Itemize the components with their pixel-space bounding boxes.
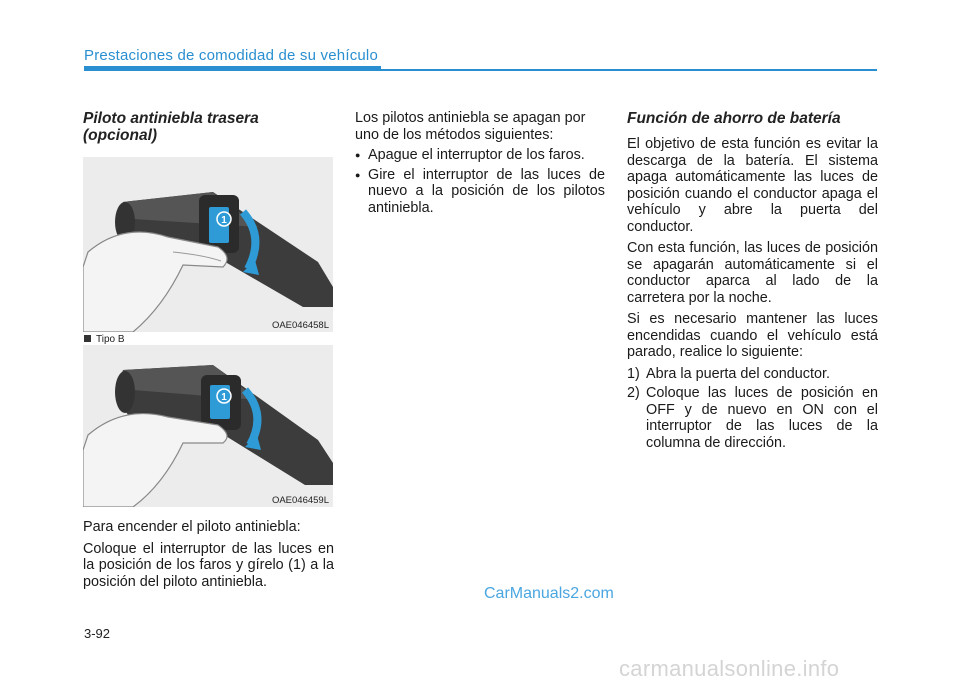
turn-off-methods: [355, 147, 605, 216]
header-rule-thick: [84, 66, 381, 71]
figure-type-a: [83, 157, 333, 332]
left-column-body: [83, 519, 334, 595]
figure-type-b: [83, 345, 333, 507]
section-title: Prestaciones de comodidad de su vehículo: [84, 47, 379, 64]
figure-b-code: OAE046459L: [271, 495, 329, 506]
battery-saver-heading: Función de ahorro de batería: [627, 110, 841, 127]
list-item: 2) Coloque las luces de posición en OFF y de nuevo en ON con el interruptor de las luces de la columna de dirección.: [627, 385, 878, 451]
left-column: [83, 110, 334, 144]
square-bullet-icon: [84, 335, 91, 342]
list-item: ● Apague el interruptor de los faros.: [355, 147, 605, 164]
figure-a-code: OAE046458L: [271, 320, 329, 331]
light-switch-stalk-illustration: [83, 345, 333, 507]
page-number: 3-92: [84, 626, 111, 641]
battery-saver-para-2: Con esta función, las luces de posición se apagarán automáticamente si el conductor aparca al lado de la carretera por la noche.: [627, 240, 878, 306]
svg-text:1: 1: [221, 215, 227, 226]
svg-text:1: 1: [221, 392, 227, 403]
light-switch-stalk-illustration: [83, 157, 333, 332]
list-item: ● Gire el interruptor de las luces de nuevo a la posición de los pilotos antiniebla.: [355, 167, 605, 217]
watermark-link[interactable]: CarManuals2.com: [484, 585, 614, 602]
turn-on-instructions: Coloque el interruptor de las luces en la posición de los faros y gírelo (1) a la posición del piloto antiniebla.: [83, 540, 334, 590]
middle-column: [355, 110, 605, 219]
turn-off-intro: Los pilotos antiniebla se apagan por uno de los métodos siguientes:: [355, 110, 586, 143]
rear-fog-heading: Piloto antiniebla trasera (opcional): [83, 110, 259, 144]
footer-watermark: carmanualsonline.info: [619, 656, 840, 681]
turn-on-intro: Para encender el piloto antiniebla:: [83, 519, 301, 535]
header-rule-thin: [381, 69, 877, 71]
list-item: 1) Abra la puerta del conductor.: [627, 365, 831, 382]
battery-saver-para-1: El objetivo de esta función es evitar la descarga de la batería. El sistema apaga automáticamente las luces de posición cuando el conductor apaga el vehículo y abre la puerta del conductor.: [627, 136, 878, 235]
figure-b-caption: Tipo B: [84, 334, 125, 345]
battery-saver-para-3: Si es necesario mantener las luces encendidas cuando el vehículo está parado, realice lo siguiente:: [627, 311, 878, 360]
battery-saver-steps: [627, 366, 878, 452]
right-column: [627, 110, 878, 454]
